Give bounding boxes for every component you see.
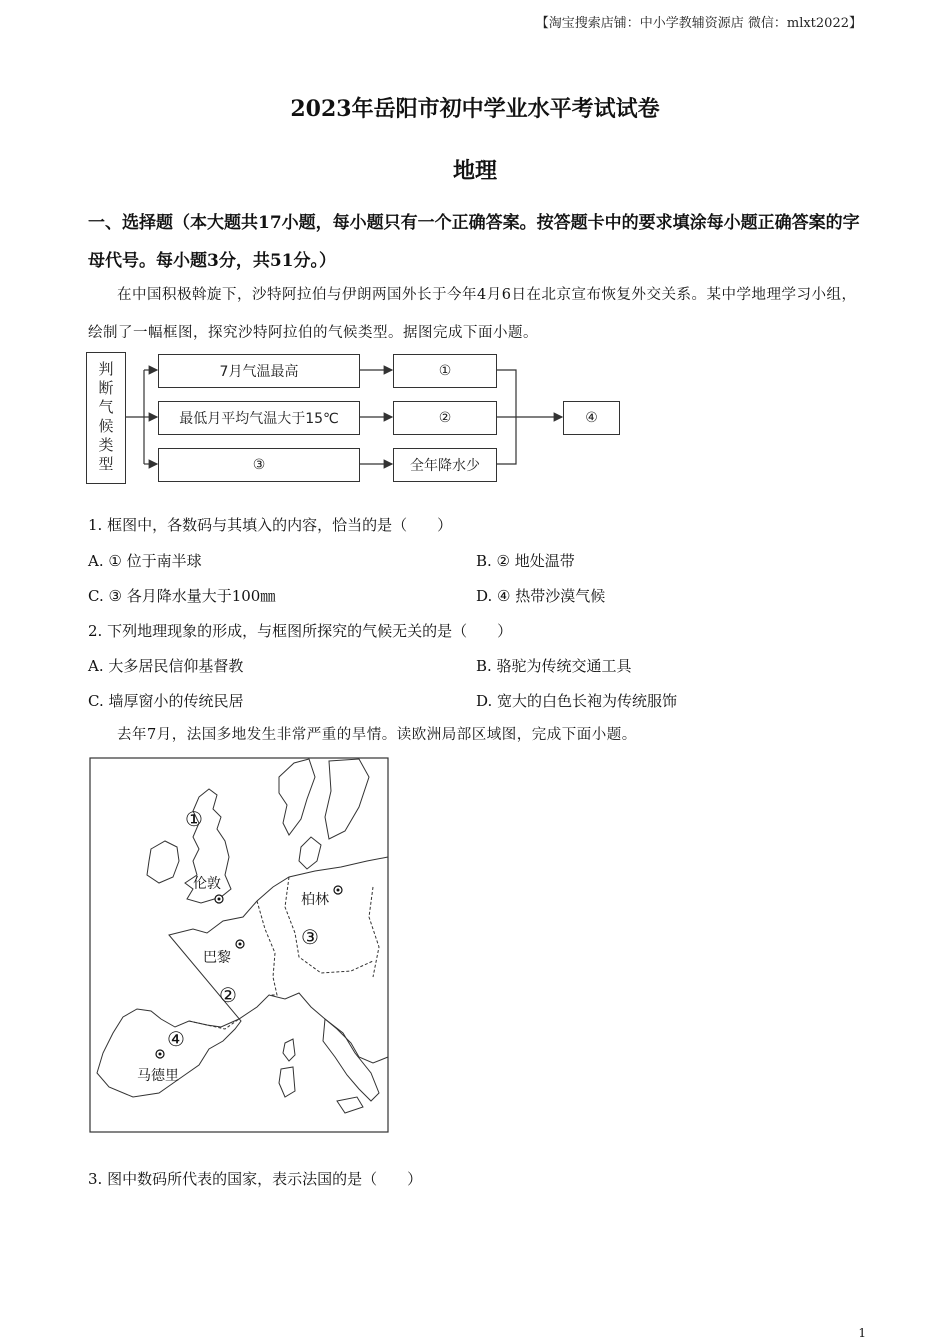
header-watermark: 【淘宝搜索店铺：中小学教辅资源店 微信：mlxt2022】	[535, 16, 862, 31]
question-2-stem: 2. 下列地理现象的形成，与框图所探究的气候无关的是（ ）	[88, 622, 513, 640]
map-label-berlin: 柏林	[301, 892, 329, 908]
flowchart-box-rain: 全年降水少	[393, 448, 497, 482]
question-2-option-a: A. 大多居民信仰基督教	[88, 657, 244, 675]
flowchart-label: 判断气候类型	[86, 352, 126, 484]
map-label-paris: 巴黎	[203, 950, 231, 966]
map-number-2: ②	[219, 983, 237, 1007]
flowchart-arrows	[86, 350, 626, 490]
question-2-option-c: C. 墙厚窗小的传统民居	[88, 692, 244, 710]
question-1-option-b: B. ② 地处温带	[476, 552, 575, 570]
map-number-4: ④	[167, 1027, 185, 1051]
europe-map-outline	[89, 757, 389, 1133]
question-1-stem: 1. 框图中，各数码与其填入的内容，恰当的是（ ）	[88, 516, 453, 534]
europe-map	[89, 757, 389, 1133]
map-number-3: ③	[301, 925, 319, 949]
flowchart-box-july: 7月气温最高	[158, 354, 360, 388]
question-3-stem: 3. 图中数码所代表的国家，表示法国的是（ ）	[88, 1170, 423, 1188]
flowchart-box-4: ④	[563, 401, 620, 435]
question-1-option-d: D. ④ 热带沙漠气候	[476, 587, 606, 605]
section-heading: 一、选择题（本大题共17小题，每小题只有一个正确答案。按答题卡中的要求填涂每小题正确答案的字母代号。每小题3分，共51分。）	[88, 213, 860, 271]
map-label-madrid: 马德里	[137, 1068, 179, 1084]
map-label-london: 伦敦	[193, 876, 221, 892]
exam-title: 2023年岳阳市初中学业水平考试试卷	[290, 96, 660, 122]
exam-subject: 地理	[452, 158, 497, 184]
flowchart-box-3: ③	[158, 448, 360, 482]
flowchart-box-1: ①	[393, 354, 497, 388]
intro-paragraph-2: 去年7月，法国多地发生非常严重的旱情。读欧洲局部区域图，完成下面小题。	[117, 727, 637, 743]
question-1-option-c: C. ③ 各月降水量大于100㎜	[88, 587, 276, 605]
question-1-option-a: A. ① 位于南半球	[88, 552, 202, 570]
flowchart-box-2: ②	[393, 401, 497, 435]
map-number-1: ①	[185, 807, 203, 831]
question-2-option-b: B. 骆驼为传统交通工具	[476, 657, 632, 675]
climate-flowchart	[86, 350, 626, 490]
question-2-option-d: D. 宽大的白色长袍为传统服饰	[476, 692, 678, 710]
intro-paragraph-1: 在中国积极斡旋下，沙特阿拉伯与伊朗两国外长于今年4月6日在北京宣布恢复外交关系。某中学地理学习小组，绘制了一幅框图，探究沙特阿拉伯的气候类型。据图完成下面小题。	[88, 287, 857, 341]
flowchart-box-temp: 最低月平均气温大于15℃	[158, 401, 360, 435]
page-number: 1	[858, 1326, 866, 1340]
